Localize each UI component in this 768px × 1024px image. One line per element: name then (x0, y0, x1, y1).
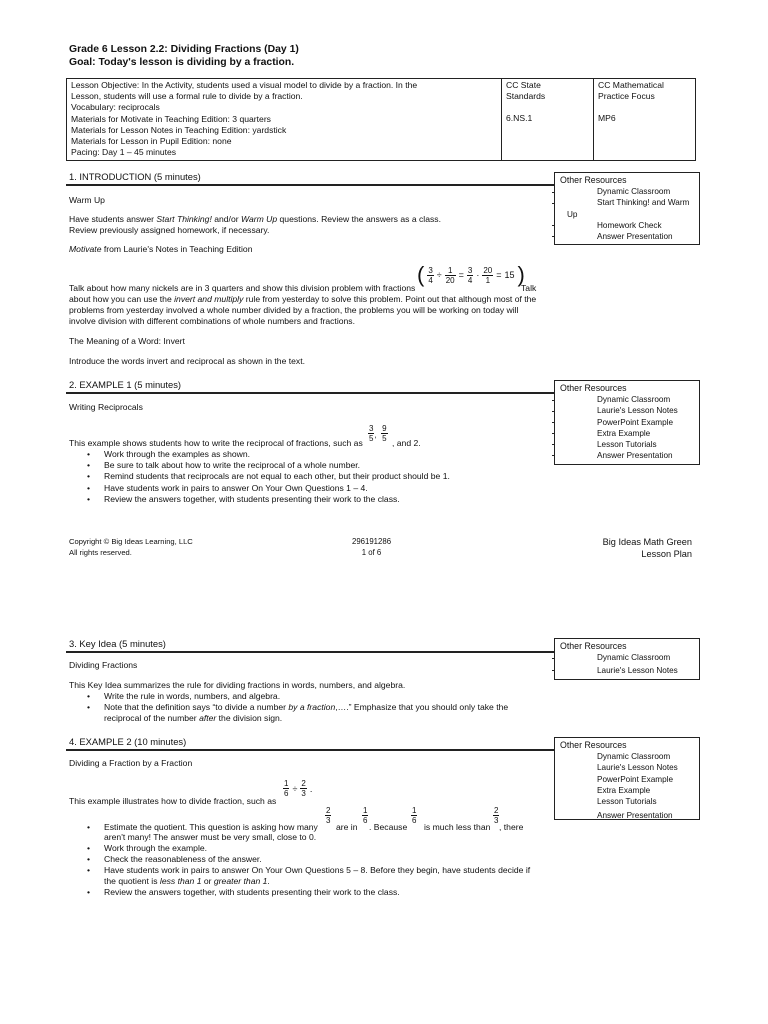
text-run: reciprocal of the number (104, 713, 200, 723)
denominator: 4 (467, 275, 473, 285)
resource-link[interactable]: Dynamic Classroom (597, 653, 671, 662)
fraction (325, 806, 331, 825)
list-item: • Review the answers together, with students presenting their work to the class. (69, 494, 450, 505)
denominator: 6 (412, 816, 417, 825)
tick (554, 814, 555, 815)
other-resources-box (554, 380, 700, 465)
motivate-text (69, 244, 252, 255)
nickels-text: Talk about how many nickels are in 3 quarters and show this division problem with fractions (69, 283, 416, 293)
cc-math-label: CC Mathematical Practice Focus (598, 80, 664, 102)
estimate-text-c: . Because (369, 822, 408, 832)
resource-link[interactable]: Laurie's Lesson Notes (597, 666, 678, 676)
tick (554, 768, 555, 769)
fraction (283, 779, 289, 798)
denominator: 6 (363, 816, 368, 825)
text-run: Have students answer (69, 214, 157, 224)
copyright: Copyright © Big Ideas Learning, LLC (69, 537, 193, 546)
fraction (482, 266, 493, 285)
cc-math-value: MP6 (598, 113, 616, 124)
tick (554, 790, 555, 791)
estimate-text-e: , there (499, 822, 524, 832)
tick (552, 400, 555, 401)
resource-link[interactable]: Laurie's Lesson Notes (597, 406, 678, 416)
comma: , (374, 430, 377, 440)
tick-marks (552, 173, 556, 244)
example2-expression (283, 779, 312, 798)
resource-link[interactable]: Lesson Tutorials (597, 797, 657, 807)
resource-link[interactable]: Dynamic Classroom (597, 395, 671, 404)
list-item: • Have students work in pairs to answer On Your Own Questions 5 – 8. Before they begin, have students decide if (69, 865, 530, 876)
fraction (411, 806, 417, 825)
resource-link[interactable]: Answer Presentation (597, 811, 673, 820)
denominator: 5 (369, 434, 374, 443)
fraction (427, 266, 433, 285)
text-run: after (199, 713, 217, 723)
quotient-text (104, 876, 270, 887)
denominator: 5 (382, 434, 387, 443)
resource-link[interactable]: Answer Presentation (597, 232, 673, 242)
brand: Big Ideas Math Green (602, 537, 692, 547)
writing-reciprocals: Writing Reciprocals (69, 402, 143, 412)
times-sign: · (476, 270, 480, 280)
denominator: 3 (494, 816, 499, 825)
list-item: • Remind students that reciprocals are not equal to each other, but their product should be 1. (69, 471, 450, 482)
resources-title: Other Resources (560, 383, 627, 393)
text-run: less than 1 (159, 876, 202, 886)
estimate-text-b: are in (336, 822, 358, 832)
text-run: Warm Up (240, 214, 278, 224)
text-run: the quotient is (104, 876, 160, 886)
reciprocal-examples (368, 424, 388, 443)
list-item: • Check the reasonableness of the answer. (69, 854, 530, 865)
combinations-text: involve division with different combinations of whole numbers and fractions. (69, 316, 355, 326)
text-run: rule from yesterday to solve this problem. Point out that although most of the (243, 294, 537, 304)
tick (552, 236, 555, 237)
key-idea-bullets (69, 691, 508, 713)
warm-up-text (69, 214, 441, 225)
cc-state-cell (502, 79, 594, 161)
other-resources-box (554, 638, 700, 680)
paren: ) (517, 262, 525, 287)
fraction (381, 424, 387, 443)
tick (554, 779, 555, 780)
text-run: Motivate (69, 244, 102, 254)
warm-up-label: Warm Up (69, 195, 105, 205)
key-idea-continued (104, 713, 282, 724)
lesson-goal: Goal: Today's lesson is dividing by a fraction. (69, 57, 295, 68)
rights: All rights reserved. (69, 547, 132, 557)
overview-line: Materials for Motivate in Teaching Edition: 3 quarters (71, 113, 271, 124)
section-heading-key-idea: 3. Key Idea (5 minutes) (69, 638, 166, 649)
tick (552, 203, 555, 204)
other-resources-box (554, 737, 700, 820)
fraction (362, 806, 368, 825)
resources-title: Other Resources (560, 740, 627, 750)
estimate-text-a: Estimate the quotient. This question is asking how many (104, 822, 318, 832)
tick (552, 411, 555, 412)
cc-math-cell (594, 79, 696, 161)
tick (552, 225, 555, 226)
division-expression (417, 264, 525, 286)
resource-link[interactable]: PowerPoint Example (597, 774, 673, 784)
list-item: • Be sure to talk about how to write the reciprocal of a whole number. (69, 460, 450, 471)
lesson-title: Grade 6 Lesson 2.2: Dividing Fractions (Day 1) (69, 44, 299, 55)
meaning-of-word: The Meaning of a Word: Invert (69, 336, 185, 346)
section-heading-example-1: 2. EXAMPLE 1 (5 minutes) (69, 379, 182, 390)
text-run: greater than 1 (213, 876, 268, 886)
footer-right (560, 536, 692, 560)
section-divider (66, 749, 554, 751)
reciprocal-intro-end: , and 2. (392, 438, 421, 448)
denominator: 6 (284, 789, 289, 798)
key-idea-intro: This Key Idea summarizes the rule for dividing fractions in words, numbers, and algebra. (69, 680, 406, 690)
tick (552, 455, 555, 456)
list-item: • Work through the example. (69, 843, 530, 854)
denominator: 4 (428, 275, 433, 285)
numerator: 1 (284, 779, 289, 788)
resource-link[interactable]: Extra Example (597, 785, 651, 795)
reciprocal-intro: This example shows students how to write the reciprocal of fractions, such as (69, 438, 363, 448)
overview-line: Pacing: Day 1 – 45 minutes (71, 147, 177, 158)
text-run: Start Thinking! (156, 214, 212, 224)
overview-line: Lesson Objective: In the Activity, students used a visual model to divide by a fraction. In the (71, 80, 418, 90)
divide-sign: ÷ (436, 270, 442, 280)
tick (554, 801, 555, 802)
resource-link[interactable]: PowerPoint Example (597, 417, 673, 427)
resource-link[interactable]: Lesson Tutorials (597, 440, 657, 450)
tick-marks (552, 639, 556, 679)
fraction (467, 266, 473, 285)
numerator: 1 (412, 806, 417, 815)
example1-bullets (69, 449, 450, 505)
numerator: 3 (467, 265, 473, 275)
overview-table (66, 78, 696, 161)
talk-word: Talk (521, 283, 537, 293)
cc-state-label: CC State Standards (506, 80, 546, 102)
overview-line: Materials for Lesson in Pupil Edition: none (71, 136, 232, 147)
period: . (309, 783, 313, 794)
cc-state-value: 6.NS.1 (506, 113, 533, 124)
text-run: and/or (211, 214, 241, 224)
numerator: 20 (483, 265, 493, 275)
estimate-text-d: is much less than (424, 822, 491, 832)
numerator: 2 (326, 806, 331, 815)
paren: ( (417, 262, 425, 287)
overview-line: Vocabulary: reciprocals (71, 102, 160, 113)
introduce-text: Introduce the words invert and reciprocal as shown in the text. (69, 356, 305, 366)
resource-link[interactable]: Extra Example (597, 428, 651, 438)
denominator: 3 (301, 789, 306, 798)
numerator: 1 (445, 266, 456, 276)
overview-line: Materials for Lesson Notes in Teaching Edition: yardstick (71, 124, 287, 135)
section-divider (66, 392, 554, 394)
example2-bullets-last (69, 887, 400, 898)
resource-link[interactable]: Start Thinking! and Warm Up (567, 198, 690, 219)
list-item: • Review the answers together, with students presenting their work to the class. (69, 887, 400, 898)
result: 15 (504, 270, 515, 280)
other-resources-box (554, 172, 700, 245)
list-item: • Write the rule in words, numbers, and algebra. (69, 691, 508, 702)
resources-title: Other Resources (560, 175, 627, 185)
estimate-text-line2: aren't many! The answer must be very small, close to 0. (104, 832, 317, 842)
text-run: the division sign. (216, 713, 283, 723)
tick (552, 422, 555, 423)
text-run: . (267, 876, 270, 886)
numerator: 3 (369, 424, 374, 433)
section-heading-example-2: 4. EXAMPLE 2 (10 minutes) (69, 736, 187, 747)
text-run: questions. Review the answers as a class. (277, 214, 441, 224)
list-item (69, 702, 508, 713)
text-run: about how you can use the (69, 294, 175, 304)
tick (552, 433, 555, 434)
numerator: 2 (301, 779, 306, 788)
problems-text: problems from yesterday involved a whole number divided by a fraction, the problems you will be working on today will (69, 305, 519, 315)
numerator: 1 (363, 806, 368, 815)
plan-label: Lesson Plan (641, 549, 692, 559)
example2-bullets (69, 843, 530, 877)
denominator: 1 (485, 275, 491, 285)
text-run: invert and multiply (174, 294, 244, 304)
tick (554, 757, 555, 758)
resources-title: Other Resources (560, 641, 627, 651)
resource-link[interactable]: Dynamic Classroom (597, 187, 671, 196)
footer-left (69, 537, 193, 558)
bullet-dot: • (87, 822, 91, 832)
resource-link[interactable]: Laurie's Lesson Notes (597, 763, 678, 773)
numerator: 2 (494, 806, 499, 815)
text-run: ,….” Emphasize that you should only take the (335, 702, 509, 713)
section-divider (66, 184, 554, 186)
text-run: Note that the definition says “to divide a number (104, 702, 289, 713)
section-heading-introduction: 1. INTRODUCTION (5 minutes) (69, 171, 201, 182)
denominator: 3 (326, 816, 331, 825)
list-item: • Work through the examples as shown. (69, 449, 450, 460)
text-run: or (201, 876, 214, 886)
dividing-fractions-label: Dividing Fractions (69, 660, 138, 670)
tick (552, 444, 555, 445)
page-number: 1 of 6 (361, 547, 382, 557)
objective-cell (67, 79, 502, 161)
text-run: by a fraction (288, 702, 336, 713)
example2-intro: This example illustrates how to divide fraction, such as (69, 796, 277, 806)
tick (552, 192, 555, 193)
tick-marks (552, 381, 556, 464)
tick-marks (554, 738, 556, 819)
section-divider (66, 651, 554, 653)
invert-multiply-text (69, 294, 536, 305)
divide-sign: ÷ (292, 783, 298, 794)
equals-sign: = (496, 270, 502, 280)
numerator: 3 (428, 265, 433, 275)
resource-link[interactable]: Answer Presentation (597, 451, 673, 461)
dividing-fraction-by-fraction: Dividing a Fraction by a Fraction (69, 758, 193, 768)
text-run: from Laurie's Notes in Teaching Edition (101, 244, 253, 254)
fraction (300, 779, 306, 798)
overview-line: Lesson, students will use a formal rule to divide by a fraction. (71, 91, 303, 102)
equals-sign: = (458, 270, 464, 280)
tick (552, 658, 555, 659)
list-item: • Have students work in pairs to answer On Your Own Questions 1 – 4. (69, 483, 450, 494)
resource-link[interactable]: Dynamic Classroom (597, 752, 671, 761)
tick (552, 670, 555, 671)
numerator: 9 (382, 424, 387, 433)
doc-id: 296191286 (352, 537, 392, 546)
footer-center (352, 537, 391, 558)
resource-link[interactable]: Homework Check (597, 220, 662, 230)
denominator: 20 (445, 275, 455, 285)
homework-text: Review previously assigned homework, if necessary. (69, 225, 270, 235)
fraction (445, 266, 456, 285)
